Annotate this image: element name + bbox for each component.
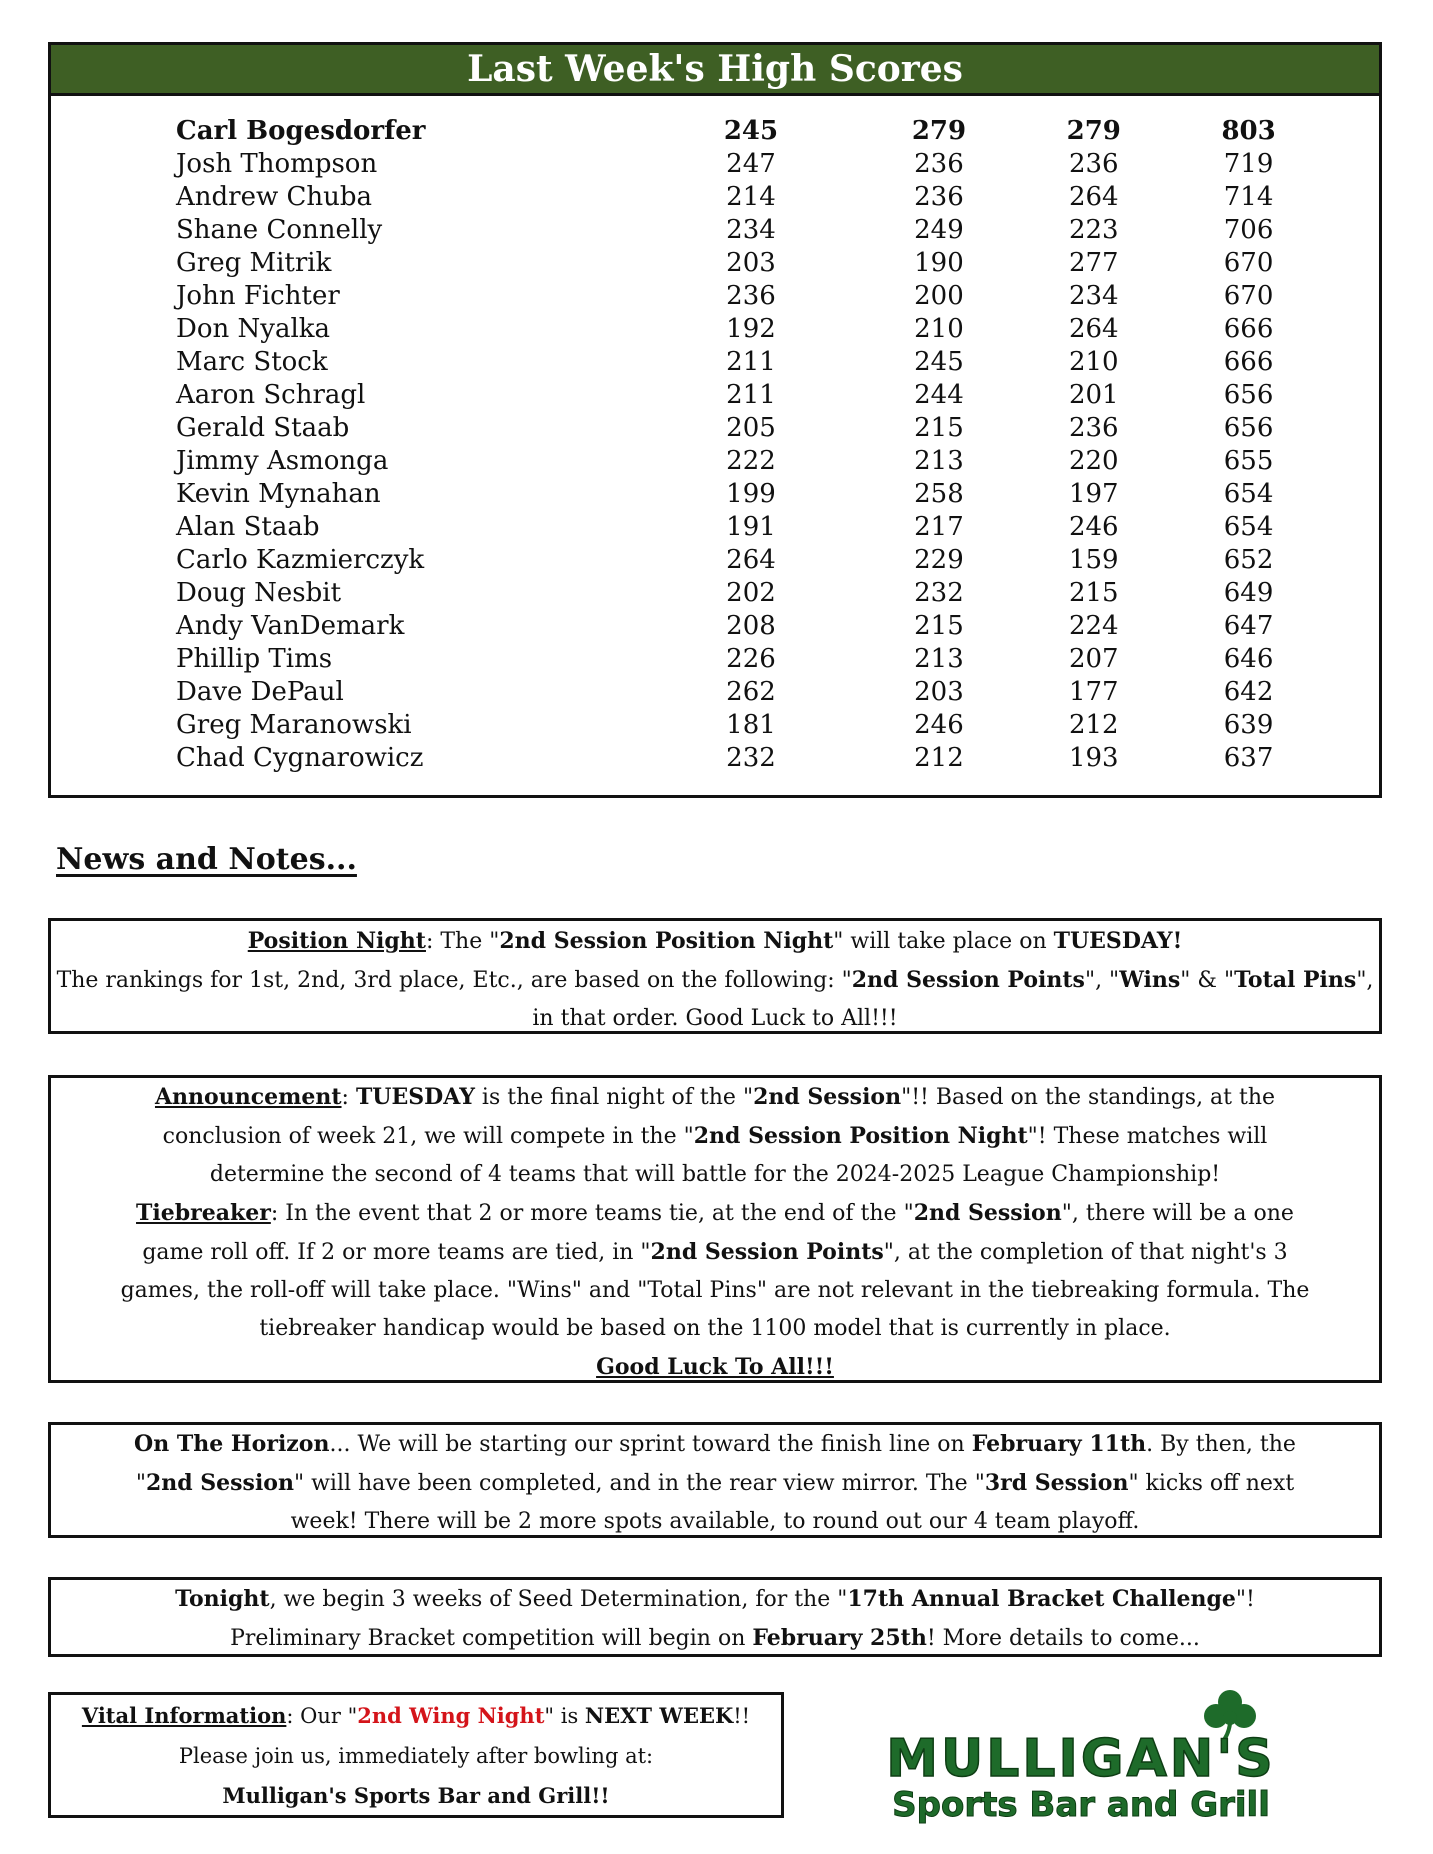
note-text: Preliminary Bracket competition will begin on (230, 1626, 753, 1651)
series-total: 654 (1223, 479, 1274, 509)
game-score: 159 (1068, 545, 1119, 575)
game-score: 215 (1068, 578, 1119, 608)
note-bold: TUESDAY (355, 1084, 475, 1110)
note-bold: Total Pins (1234, 967, 1357, 993)
note-text: ", " (1084, 968, 1120, 993)
game-score: 245 (723, 116, 779, 146)
note-bold: 2nd Session Points (851, 967, 1085, 993)
note-text: is the final night of the " (474, 1085, 754, 1110)
game-score: 262 (726, 677, 776, 707)
score-row (176, 742, 1326, 775)
game-score: 223 (1068, 215, 1119, 245)
game-score: 214 (726, 182, 776, 212)
note-bold: 2nd Session Points (650, 1239, 884, 1265)
position-night-label: Position Night (247, 928, 426, 954)
game-score: 264 (1068, 314, 1119, 344)
game-score: 222 (726, 446, 776, 476)
game-score: 236 (726, 281, 776, 311)
note-text: ! More details to come... (926, 1626, 1200, 1651)
vital-information-note (48, 1692, 784, 1818)
game-score: 208 (726, 611, 776, 641)
note-text: ", there will be a one game roll off. If 2 or more teams are tied, in " (142, 1201, 1294, 1265)
note-bold: 2nd Session Position Night (693, 1123, 1028, 1149)
note-bold: 2nd Session Position Night (499, 928, 834, 954)
high-scores-panel (48, 42, 1382, 798)
bowler-name: Don Nyalka (176, 314, 331, 344)
note-bold: Wins (1119, 967, 1181, 993)
bowler-name: Andy VanDemark (176, 611, 405, 641)
note-text: , we begin 3 weeks of Seed Determination, for the " (269, 1587, 848, 1612)
note-bold: 17th Annual Bracket Challenge (847, 1586, 1236, 1612)
game-score: 197 (1068, 479, 1119, 509)
score-row (176, 181, 1326, 214)
game-score: 207 (1068, 644, 1119, 674)
game-score: 264 (1068, 182, 1119, 212)
game-score: 212 (914, 743, 964, 773)
vital-information-label: Vital Information (81, 1703, 287, 1728)
game-score: 191 (726, 512, 776, 542)
note-text: . By then, the " (135, 1432, 1296, 1496)
wing-night-highlight: 2nd Wing Night (357, 1703, 545, 1728)
note-text: Please join us, immediately after bowling at: (178, 1744, 654, 1768)
series-total: 655 (1223, 446, 1274, 476)
bowler-name: John Fichter (176, 281, 340, 311)
bowler-name: Gerald Staab (176, 413, 350, 443)
position-night-note (48, 918, 1382, 1034)
score-row (176, 577, 1326, 610)
note-text: : In the event that 2 or more teams tie, at the end of the " (270, 1201, 914, 1226)
game-score: 203 (914, 677, 964, 707)
game-score: 192 (726, 314, 776, 344)
series-total: 639 (1223, 710, 1274, 740)
note-bold: February 11th (971, 1431, 1147, 1457)
bowler-name: Carlo Kazmierczyk (176, 545, 425, 575)
game-score: 245 (914, 347, 964, 377)
game-score: 277 (1068, 248, 1119, 278)
note-text: " is (544, 1704, 585, 1728)
score-row (176, 247, 1326, 280)
series-total: 647 (1223, 611, 1274, 641)
game-score: 234 (1068, 281, 1119, 311)
bowler-name: Alan Staab (176, 512, 320, 542)
score-row (176, 445, 1326, 478)
note-text: : Our " (286, 1704, 358, 1728)
note-bold: NEXT WEEK (584, 1703, 734, 1728)
series-total: 637 (1223, 743, 1274, 773)
bowler-name: Phillip Tims (176, 644, 333, 674)
bowler-name: Greg Mitrik (176, 248, 332, 278)
series-total: 706 (1223, 215, 1274, 245)
game-score: 236 (1068, 413, 1119, 443)
series-total: 714 (1223, 182, 1274, 212)
game-score: 201 (1068, 380, 1119, 410)
note-bold: 3rd Session (984, 1470, 1129, 1496)
game-score: 224 (1068, 611, 1119, 641)
game-score: 246 (1068, 512, 1119, 542)
bowler-name: Greg Maranowski (176, 710, 412, 740)
note-text: !! (733, 1704, 751, 1728)
game-score: 217 (914, 512, 964, 542)
score-row (176, 214, 1326, 247)
game-score: 247 (726, 149, 776, 179)
series-total: 649 (1223, 578, 1274, 608)
game-score: 213 (914, 446, 964, 476)
bowler-name: Aaron Schragl (176, 380, 366, 410)
game-score: 258 (914, 479, 964, 509)
series-total: 654 (1223, 512, 1274, 542)
game-score: 205 (726, 413, 776, 443)
mulligans-logo (826, 1684, 1336, 1824)
logo-subtitle: Sports Bar and Grill (892, 1785, 1270, 1824)
announcement-closing: Good Luck To All!!! (596, 1354, 834, 1380)
game-score: 244 (914, 380, 964, 410)
game-score: 236 (914, 182, 964, 212)
bowler-name: Shane Connelly (176, 215, 383, 245)
score-row (176, 544, 1326, 577)
tonight-note (48, 1577, 1382, 1657)
score-row (176, 643, 1326, 676)
score-row (176, 412, 1326, 445)
score-row (176, 709, 1326, 742)
game-score: 264 (726, 545, 776, 575)
score-row (176, 478, 1326, 511)
game-score: 215 (914, 611, 964, 641)
note-bold: 2nd Session (913, 1200, 1062, 1226)
score-row (176, 346, 1326, 379)
game-score: 229 (914, 545, 964, 575)
series-total: 646 (1223, 644, 1274, 674)
bowler-name: Chad Cygnarowicz (176, 743, 424, 773)
game-score: 211 (726, 380, 776, 410)
note-bold: 2nd Session (753, 1084, 902, 1110)
score-row (176, 148, 1326, 181)
game-score: 232 (726, 743, 776, 773)
score-row (176, 379, 1326, 412)
game-score: 220 (1068, 446, 1119, 476)
bowler-name: Kevin Mynahan (176, 479, 381, 509)
note-text: " kicks off next week! There will be 2 more spots available, to round out our 4 team playoff. (290, 1471, 1295, 1534)
game-score: 236 (914, 149, 964, 179)
series-total: 656 (1223, 413, 1274, 443)
game-score: 199 (726, 479, 776, 509)
game-score: 211 (726, 347, 776, 377)
score-row (176, 511, 1326, 544)
venue-name: Mulligan's Sports Bar and Grill!! (222, 1783, 610, 1808)
game-score: 203 (726, 248, 776, 278)
game-score: 202 (726, 578, 776, 608)
game-score: 213 (914, 644, 964, 674)
score-row (176, 313, 1326, 346)
game-score: 279 (911, 116, 967, 146)
bowler-name: Andrew Chuba (176, 182, 373, 212)
series-total: 666 (1223, 347, 1274, 377)
game-score: 210 (1068, 347, 1119, 377)
bowler-name: Jimmy Asmonga (176, 446, 389, 476)
series-total: 642 (1223, 677, 1274, 707)
score-row (176, 610, 1326, 643)
score-row (176, 676, 1326, 709)
game-score: 236 (1068, 149, 1119, 179)
game-score: 279 (1066, 116, 1121, 146)
game-score: 249 (914, 215, 964, 245)
bowler-name: Doug Nesbit (176, 578, 342, 608)
note-text: : (341, 1085, 356, 1110)
note-text: " will take place on (833, 929, 1054, 954)
game-score: 246 (914, 710, 964, 740)
game-score: 226 (726, 644, 776, 674)
high-scores-table (176, 115, 1326, 775)
game-score: 232 (914, 578, 964, 608)
series-total: 803 (1221, 116, 1276, 146)
note-bold: TUESDAY! (1053, 928, 1183, 954)
note-text: " & " (1180, 968, 1235, 993)
game-score: 234 (726, 215, 776, 245)
series-total: 670 (1223, 248, 1274, 278)
note-text: " will have been completed, and in the rear view mirror. The " (293, 1471, 985, 1496)
series-total: 652 (1223, 545, 1274, 575)
announcement-note (48, 1075, 1382, 1383)
logo-title: MULLIGAN'S (886, 1729, 1276, 1789)
note-text: "!! Based on the standings, at the conclusion of week 21, we will compete in the " (162, 1085, 1276, 1149)
bowler-name: Josh Thompson (176, 149, 378, 179)
note-text: "! These matches will determine the second of 4 teams that will battle for the 2024-2025 League Championship! (209, 1124, 1268, 1187)
note-bold: Tonight (175, 1586, 270, 1612)
game-score: 200 (914, 281, 964, 311)
announcement-label: Announcement (154, 1084, 342, 1110)
bowler-name: Marc Stock (176, 347, 328, 377)
note-text: ... We will be starting our sprint toward the finish line on (329, 1432, 972, 1457)
note-text: The rankings for 1st, 2nd, 3rd place, Etc., are based on the following: " (56, 968, 852, 993)
game-score: 193 (1068, 743, 1119, 773)
note-text: ", in that order. Good Luck to All!!! (532, 968, 1374, 1031)
tiebreaker-label: Tiebreaker (136, 1200, 271, 1226)
bowler-name: Dave DePaul (176, 677, 344, 707)
game-score: 181 (726, 710, 776, 740)
horizon-note (48, 1422, 1382, 1538)
note-bold: February 25th (752, 1625, 927, 1651)
game-score: 210 (914, 314, 964, 344)
series-total: 670 (1223, 281, 1274, 311)
score-row (176, 280, 1326, 313)
note-text: ", at the completion of that night's 3 games, the roll-off will take place. "Wins" and "Total Pins" are not relevant in the tiebreaking formula. The tiebreaker handicap would be based on the 1100 model that is currently in place. (120, 1240, 1310, 1341)
series-total: 666 (1223, 314, 1274, 344)
series-total: 719 (1223, 149, 1274, 179)
bowler-name: Carl Bogesdorfer (176, 116, 426, 146)
note-text: : The " (425, 929, 500, 954)
note-bold: On The Horizon (134, 1431, 330, 1457)
game-score: 190 (914, 248, 964, 278)
news-title: News and Notes... (56, 842, 357, 877)
high-scores-title: Last Week's High Scores (51, 45, 1379, 96)
score-row (176, 115, 1326, 148)
series-total: 656 (1223, 380, 1274, 410)
game-score: 215 (914, 413, 964, 443)
note-bold: 2nd Session (145, 1470, 294, 1496)
note-text: "! (1235, 1587, 1255, 1612)
game-score: 212 (1068, 710, 1119, 740)
game-score: 177 (1068, 677, 1119, 707)
